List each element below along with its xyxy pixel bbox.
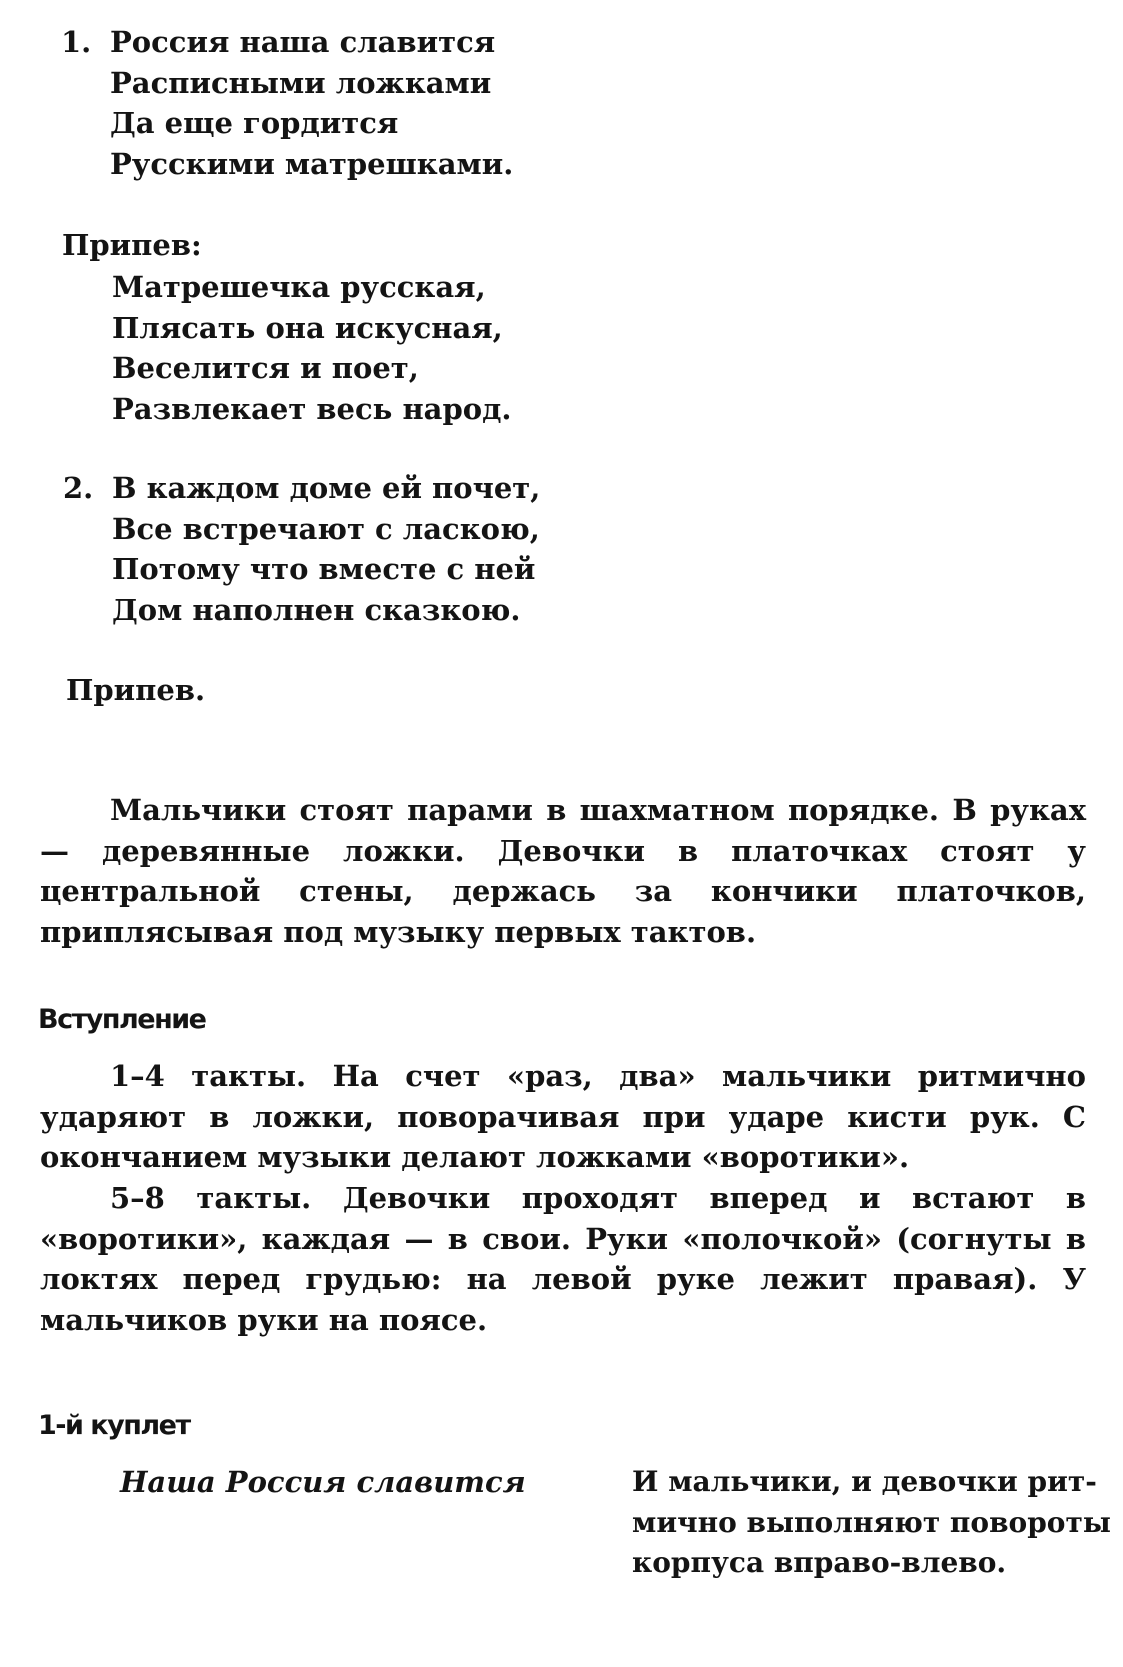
lyric-line: Наша Россия славится: [120, 1465, 526, 1499]
instruction-line: И мальчики, и девочки рит-: [632, 1465, 1097, 1498]
description-text: Мальчики стоят парами в шахматном порядке. В руках — деревянные ложки. Девочки в платочках стоят у центральной стены, держась за кончики платочков, приплясывая под музыку первых тактов.: [40, 793, 1086, 949]
refrain-label: Припев:: [62, 228, 202, 262]
intro-paragraph-2: [40, 1178, 1086, 1340]
refrain-line: Развлекает весь народ.: [112, 391, 512, 426]
intro-heading: Вступление: [38, 1004, 206, 1035]
verse-number: 2.: [63, 471, 94, 505]
bars-label: 1–4 такты.: [110, 1059, 307, 1093]
verse-1: [61, 22, 514, 184]
verse-line: Расписными ложками: [110, 65, 492, 100]
verse-line: Да еще гордится: [110, 106, 399, 140]
couplet-heading: 1-й куплет: [38, 1410, 190, 1441]
paragraph-text: Девочки проходят вперед и встают в «воротики», каждая — в свои. Руки «полочкой» (согнуты в локтях перед грудью: на левой руке лежит правая). У мальчиков руки на поясе.: [40, 1181, 1086, 1337]
refrain-line: Плясать она искусная,: [112, 310, 503, 345]
movement-instruction: [632, 1462, 1111, 1584]
refrain-line: Матрешечка русская,: [112, 270, 486, 304]
intro-paragraph-1: [40, 1056, 1086, 1178]
instruction-line: корпуса вправо-влево.: [632, 1546, 1007, 1579]
paragraph-text: На счет «раз, два» мальчики ритмично ударяют в ложки, поворачивая при ударе кисти рук. С окончанием музыки делают ложками «воротики».: [40, 1059, 1086, 1174]
staging-description: [40, 790, 1086, 952]
instruction-line: мично выполняют повороты: [632, 1505, 1111, 1539]
verse-line: Все встречают с ласкою,: [112, 511, 540, 546]
verse-line: Русскими матрешками.: [110, 146, 514, 181]
refrain-line: Веселится и поет,: [112, 351, 419, 385]
verse-2: [63, 468, 541, 630]
refrain-1: [112, 267, 512, 429]
verse-line: Потому что вместе с ней: [112, 552, 536, 586]
verse-line: В каждом доме ей почет,: [112, 471, 541, 505]
verse-line: Россия наша славится: [110, 25, 496, 59]
verse-line: Дом наполнен сказкою.: [112, 592, 521, 627]
refrain-label-repeat: Припев.: [66, 673, 206, 707]
verse-number: 1.: [61, 25, 92, 59]
bars-label: 5–8 такты.: [110, 1181, 312, 1215]
